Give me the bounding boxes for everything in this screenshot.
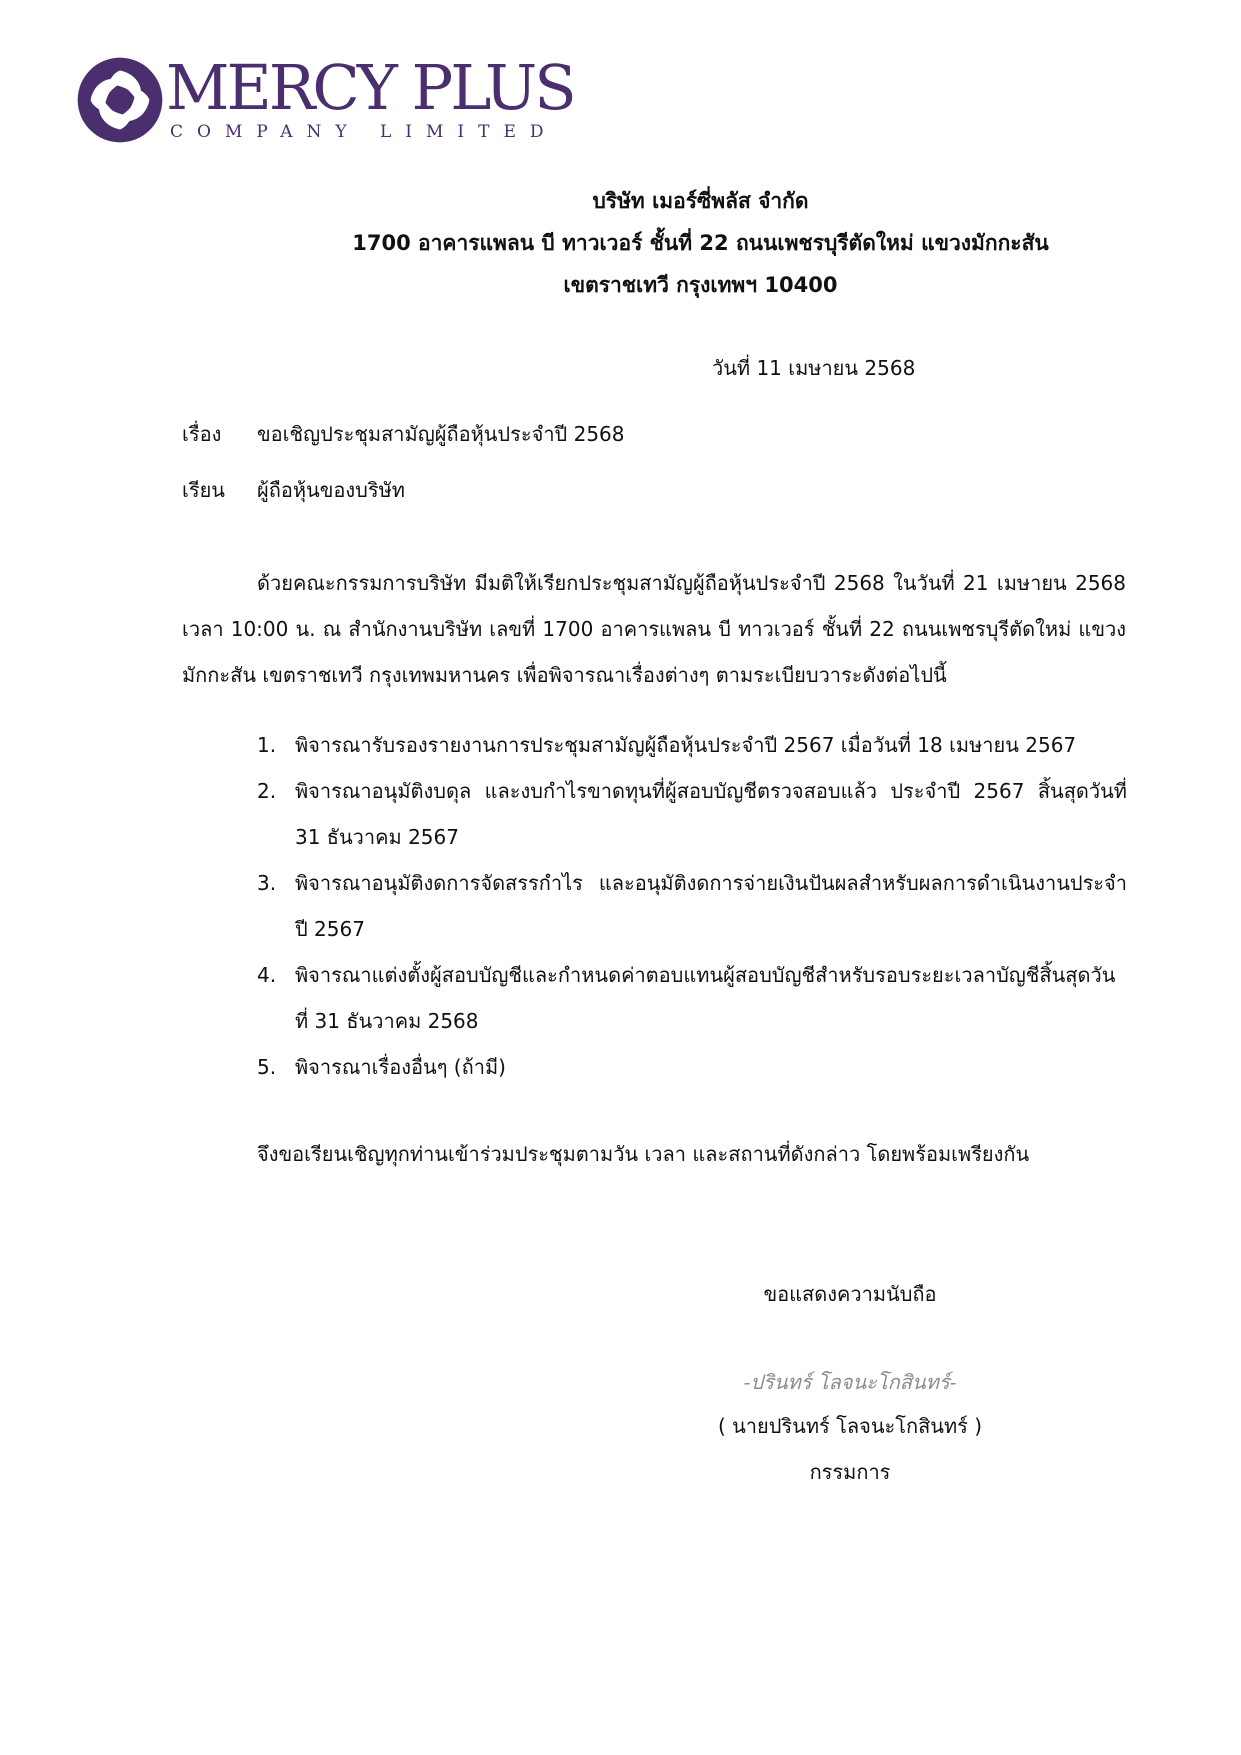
agenda-text: พิจารณาอนุมัติงดการจัดสรรกำไร และอนุมัติงดการจ่ายเงินปันผลสำหรับผลการดำเนินงานประจำปี 2567	[295, 871, 1127, 941]
subject-value: ขอเชิญประชุมสามัญผู้ถือหุ้นประจำปี 2568	[257, 422, 625, 446]
agenda-number: 2.	[257, 779, 277, 803]
logo-brand-text: MERCY PLUS	[166, 51, 574, 124]
handwritten-signature: -ปรินทร์ โลจนะโกสินทร์-	[743, 1370, 957, 1394]
agenda-list	[257, 722, 1127, 1090]
agenda-number: 4.	[257, 963, 277, 987]
agenda-item	[257, 860, 1127, 952]
letterhead	[0, 180, 1241, 306]
agenda-number: 3.	[257, 871, 277, 895]
closing-paragraph: จึงขอเรียนเชิญทุกท่านเข้าร่วมประชุมตามวัน เวลา และสถานที่ดังกล่าว โดยพร้อมเพรียงกัน	[257, 1142, 1030, 1166]
agenda-item	[257, 768, 1127, 860]
agenda-text: พิจารณารับรองรายงานการประชุมสามัญผู้ถือหุ้นประจำปี 2567 เมื่อวันที่ 18 เมษายน 2567	[295, 733, 1077, 757]
body-paragraph: ด้วยคณะกรรมการบริษัท มีมติให้เรียกประชุมสามัญผู้ถือหุ้นประจำปี 2568 ในวันที่ 21 เมษายน 2568 เวลา 10:00 น. ณ สำนักงานบริษัท เลขที่ 1700 อาคารแพลน บี ทาวเวอร์ ชั้นที่ 22 ถนนเพชรบุรีตัดใหม่ แขวงมักกะสัน เขตราชเทวี กรุงเทพมหานคร เพื่อพิจารณาเรื่องต่างๆ ตามระเบียบวาระดังต่อไปนี้	[182, 571, 1126, 687]
company-name: บริษัท เมอร์ซี่พลัส จำกัด	[592, 189, 809, 213]
subject-label: เรื่อง	[182, 422, 222, 446]
subject-row	[182, 418, 625, 450]
agenda-item	[257, 952, 1127, 1044]
agenda-number: 5.	[257, 1055, 277, 1079]
agenda-text: พิจารณาอนุมัติงบดุล และงบกำไรขาดทุนที่ผู้สอบบัญชีตรวจสอบแล้ว ประจำปี 2567 สิ้นสุดวันที่ 31 ธันวาคม 2567	[295, 779, 1127, 849]
mercy-plus-ring-logo-icon	[74, 54, 166, 146]
signatory-position: กรรมการ	[809, 1460, 891, 1484]
agenda-number: 1.	[257, 733, 277, 757]
letter-date: วันที่ 11 เมษายน 2568	[712, 356, 916, 380]
signature-salutation: ขอแสดงความนับถือ	[763, 1282, 937, 1306]
agenda-text: พิจารณาเรื่องอื่นๆ (ถ้ามี)	[295, 1055, 506, 1079]
company-address-line-2: เขตราชเทวี กรุงเทพฯ 10400	[563, 273, 838, 297]
company-address-line-1: 1700 อาคารแพลน บี ทาวเวอร์ ชั้นที่ 22 ถนนเพชรบุรีตัดใหม่ แขวงมักกะสัน	[352, 231, 1049, 255]
recipient-label: เรียน	[182, 478, 225, 502]
signatory-name: ( นายปรินทร์ โลจนะโกสินทร์ )	[717, 1414, 983, 1438]
company-logo	[74, 51, 574, 152]
logo-subtitle-text: COMPANY LIMITED	[170, 122, 558, 142]
recipient-value: ผู้ถือหุ้นของบริษัท	[257, 478, 405, 502]
recipient-row	[182, 474, 405, 506]
agenda-text: พิจารณาแต่งตั้งผู้สอบบัญชีและกำหนดค่าตอบแทนผู้สอบบัญชีสำหรับรอบระยะเวลาบัญชีสิ้นสุดวันที่ 31 ธันวาคม 2568	[295, 963, 1116, 1033]
agenda-item	[257, 722, 1127, 768]
agenda-item	[257, 1044, 1127, 1090]
